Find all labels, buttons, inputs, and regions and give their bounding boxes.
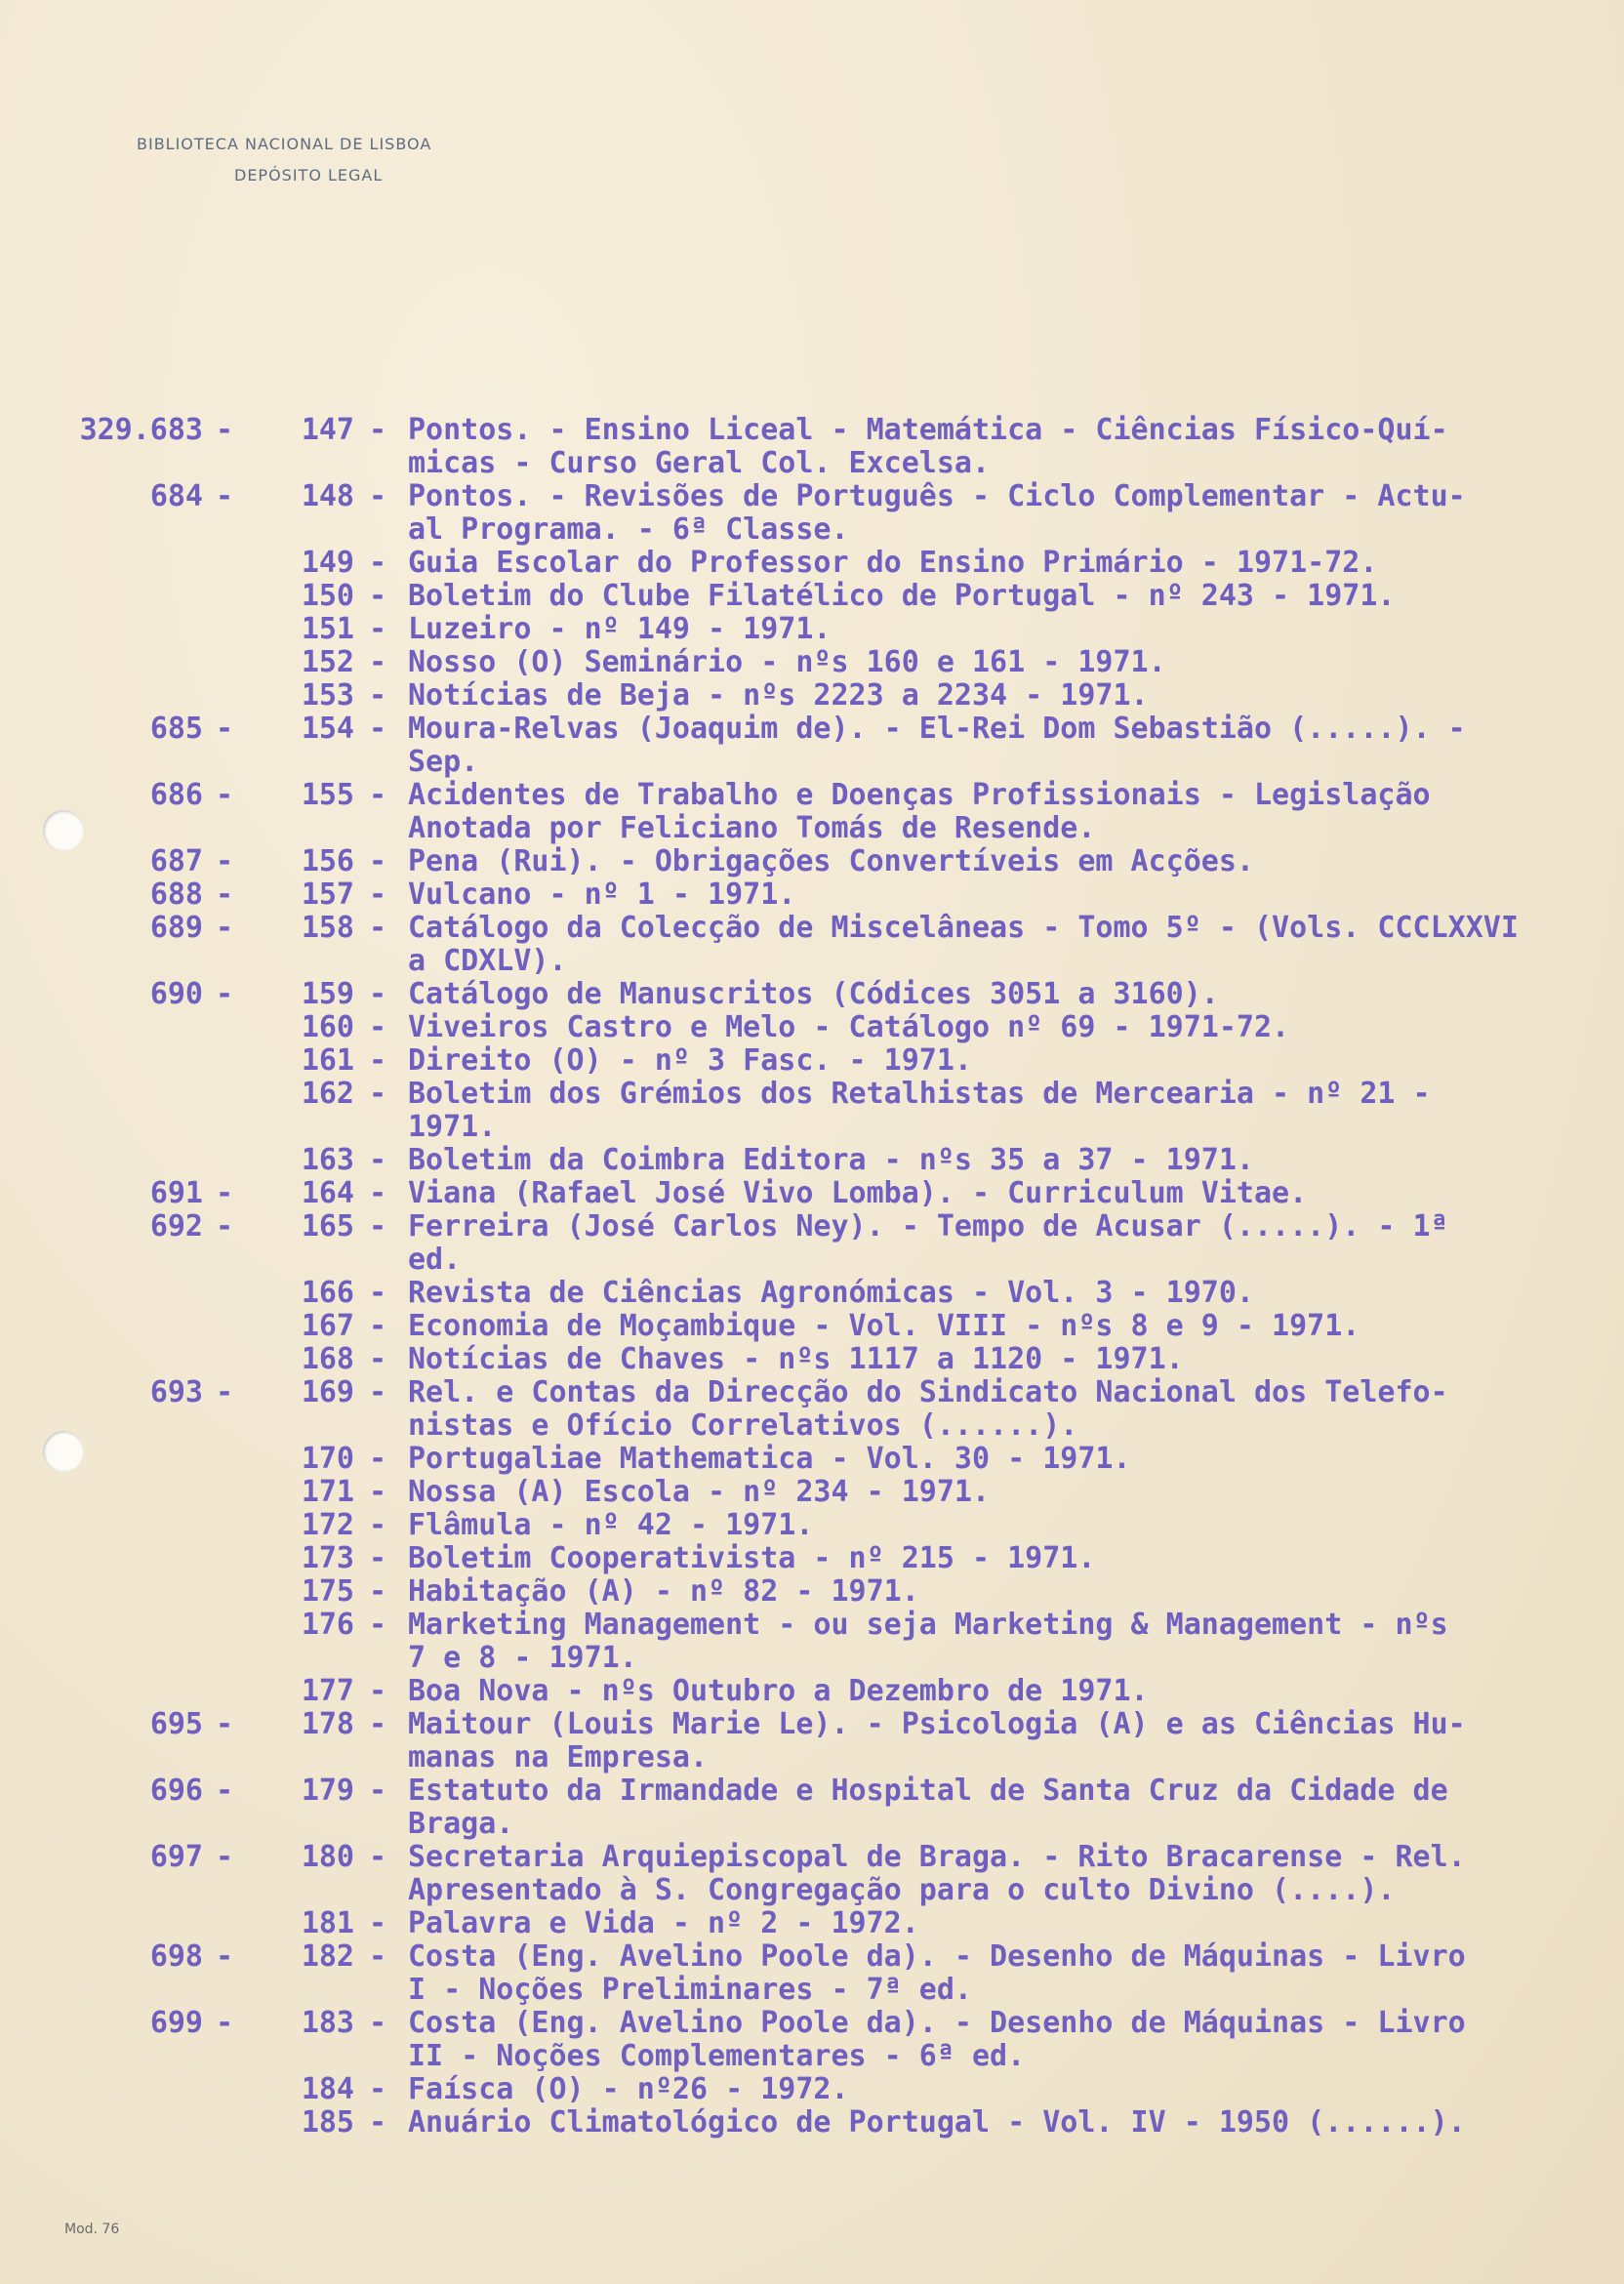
sequence-number: 170	[301, 1442, 354, 1476]
sequence-number: 167	[301, 1309, 354, 1343]
dash-separator: -	[369, 1674, 387, 1708]
entry-line	[57, 878, 1569, 912]
sequence-number: 158	[301, 911, 354, 945]
entry-line	[57, 1244, 1569, 1277]
entry-title: Viana (Rafael José Vivo Lomba). - Curriculum Vitae.	[408, 1176, 1308, 1210]
list-item	[57, 1542, 1569, 1575]
dash-separator: -	[369, 678, 387, 713]
dash-separator: -	[216, 844, 234, 878]
entry-line	[57, 447, 1569, 480]
entry-title: Vulcano - nº 1 - 1971.	[408, 877, 796, 912]
list-item	[57, 679, 1569, 713]
entry-line	[57, 1542, 1569, 1575]
entry-title: Costa (Eng. Avelino Poole da). - Desenho de Máquinas - Livro	[408, 2006, 1466, 2040]
entry-line	[57, 1841, 1569, 1874]
sequence-number: 153	[301, 678, 354, 713]
sequence-number: 161	[301, 1043, 354, 1078]
list-item	[57, 1343, 1569, 1376]
dash-separator: -	[369, 612, 387, 646]
dash-separator: -	[216, 778, 234, 812]
sequence-number: 180	[301, 1840, 354, 1874]
list-item	[57, 2106, 1569, 2140]
entry-line	[57, 1575, 1569, 1609]
list-item	[57, 1907, 1569, 1940]
entry-line	[57, 1310, 1569, 1343]
entry-line	[57, 1476, 1569, 1509]
entry-continuation: Apresentado à S. Congregação para o culto Divino (....).	[408, 1873, 1396, 1907]
dash-separator: -	[369, 1276, 387, 1310]
sequence-number: 150	[301, 579, 354, 613]
header-library-name: BIBLIOTECA NACIONAL DE LISBOA	[137, 135, 432, 153]
entry-line	[57, 414, 1569, 447]
entry-line	[57, 1177, 1569, 1210]
entry-line	[57, 1708, 1569, 1741]
sequence-number: 169	[301, 1375, 354, 1409]
registry-number: 689	[149, 911, 203, 945]
entry-title: Boa Nova - nºs Outubro a Dezembro de 1971.	[408, 1674, 1149, 1708]
dash-separator: -	[216, 977, 234, 1011]
dash-separator: -	[369, 1176, 387, 1210]
entry-line	[57, 480, 1569, 513]
dash-separator: -	[369, 1508, 387, 1542]
entry-title: Luzeiro - nº 149 - 1971.	[408, 612, 832, 646]
sequence-number: 175	[301, 1574, 354, 1609]
dash-separator: -	[216, 1176, 234, 1210]
entry-continuation: 7 e 8 - 1971.	[408, 1641, 637, 1675]
sequence-number: 156	[301, 844, 354, 878]
dash-separator: -	[369, 2105, 387, 2140]
list-item	[57, 779, 1569, 845]
dash-separator: -	[369, 1475, 387, 1509]
entry-title: Economia de Moçambique - Vol. VIII - nºs 8 e 9 - 1971.	[408, 1309, 1360, 1343]
list-item	[57, 1609, 1569, 1675]
list-item	[57, 713, 1569, 779]
list-item	[57, 1675, 1569, 1708]
dash-separator: -	[216, 712, 234, 746]
list-item	[57, 1376, 1569, 1443]
entry-line	[57, 1940, 1569, 1974]
entry-title: Marketing Management - ou seja Marketing & Management - nºs	[408, 1608, 1448, 1642]
entry-title: Catálogo da Colecção de Miscelâneas - Tomo 5º - (Vols. CCCLXXVI	[408, 911, 1519, 945]
sequence-number: 178	[301, 1707, 354, 1741]
entry-title: Pontos. - Ensino Liceal - Matemática - Ciências Físico-Quí-	[408, 413, 1448, 447]
dash-separator: -	[216, 1840, 234, 1874]
entry-title: Boletim da Coimbra Editora - nºs 35 a 37 - 1971.	[408, 1143, 1254, 1177]
sequence-number: 176	[301, 1608, 354, 1642]
list-item	[57, 2073, 1569, 2106]
dash-separator: -	[216, 479, 234, 513]
dash-separator: -	[369, 1375, 387, 1409]
sequence-number: 165	[301, 1209, 354, 1244]
registry-number: 688	[149, 877, 203, 912]
entry-line	[57, 1111, 1569, 1144]
dash-separator: -	[369, 712, 387, 746]
entry-title: Pontos. - Revisões de Português - Ciclo Complementar - Actu-	[408, 479, 1466, 513]
sequence-number: 183	[301, 2006, 354, 2040]
list-item	[57, 2007, 1569, 2073]
registry-number: 699	[149, 2006, 203, 2040]
sequence-number: 162	[301, 1077, 354, 1111]
sequence-number: 173	[301, 1541, 354, 1575]
sequence-number: 163	[301, 1143, 354, 1177]
entry-line	[57, 1210, 1569, 1244]
list-item	[57, 613, 1569, 646]
entry-title: Boletim do Clube Filatélico de Portugal - nº 243 - 1971.	[408, 579, 1396, 613]
entry-line	[57, 845, 1569, 878]
sequence-number: 171	[301, 1475, 354, 1509]
dash-separator: -	[369, 977, 387, 1011]
entry-line	[57, 746, 1569, 779]
list-item	[57, 547, 1569, 580]
dash-separator: -	[216, 2006, 234, 2040]
entry-line	[57, 1376, 1569, 1409]
dash-separator: -	[216, 1939, 234, 1974]
registry-number: 698	[149, 1939, 203, 1974]
entry-title: Anuário Climatológico de Portugal - Vol. IV - 1950 (......).	[408, 2105, 1466, 2140]
entry-line	[57, 1974, 1569, 2007]
sequence-number: 185	[301, 2105, 354, 2140]
list-item	[57, 1011, 1569, 1044]
entry-title: Rel. e Contas da Direcção do Sindicato Nacional dos Telefo-	[408, 1375, 1448, 1409]
list-item	[57, 912, 1569, 978]
sequence-number: 155	[301, 778, 354, 812]
dash-separator: -	[216, 1375, 234, 1409]
entry-title: Maitour (Louis Marie Le). - Psicologia (A) e as Ciências Hu-	[408, 1707, 1466, 1741]
list-item	[57, 480, 1569, 547]
dash-separator: -	[369, 479, 387, 513]
sequence-number: 172	[301, 1508, 354, 1542]
entry-line	[57, 1808, 1569, 1841]
entry-title: Faísca (O) - nº26 - 1972.	[408, 2072, 849, 2106]
list-item	[57, 1476, 1569, 1509]
list-item	[57, 1774, 1569, 1841]
list-item	[57, 1708, 1569, 1774]
entry-title: Revista de Ciências Agronómicas - Vol. 3 - 1970.	[408, 1276, 1254, 1310]
entry-title: Notícias de Beja - nºs 2223 a 2234 - 1971.	[408, 678, 1149, 713]
entry-line	[57, 1011, 1569, 1044]
entry-continuation: Braga.	[408, 1807, 514, 1841]
list-item	[57, 978, 1569, 1011]
entry-line	[57, 2040, 1569, 2073]
entry-line	[57, 1044, 1569, 1078]
sequence-number: 179	[301, 1774, 354, 1808]
entry-line	[57, 812, 1569, 845]
dash-separator: -	[369, 1143, 387, 1177]
sequence-number: 152	[301, 645, 354, 679]
registry-number: 685	[149, 712, 203, 746]
dash-separator: -	[369, 2072, 387, 2106]
dash-separator: -	[369, 1608, 387, 1642]
list-item	[57, 878, 1569, 912]
deposit-entry-list	[57, 414, 1569, 2140]
list-item	[57, 1277, 1569, 1310]
entry-title: Portugaliae Mathematica - Vol. 30 - 1971.	[408, 1442, 1131, 1476]
dash-separator: -	[369, 1574, 387, 1609]
entry-line	[57, 1874, 1569, 1907]
sequence-number: 159	[301, 977, 354, 1011]
dash-separator: -	[369, 1939, 387, 1974]
dash-separator: -	[369, 778, 387, 812]
entry-line	[57, 713, 1569, 746]
sequence-number: 166	[301, 1276, 354, 1310]
entry-line	[57, 1078, 1569, 1111]
registry-number: 692	[149, 1209, 203, 1244]
registry-number: 687	[149, 844, 203, 878]
entry-continuation: manas na Empresa.	[408, 1740, 709, 1774]
list-item	[57, 1310, 1569, 1343]
sequence-number: 151	[301, 612, 354, 646]
list-item	[57, 1575, 1569, 1609]
sequence-number: 184	[301, 2072, 354, 2106]
entry-continuation: Anotada por Feliciano Tomás de Resende.	[408, 811, 1096, 845]
entry-line	[57, 1642, 1569, 1675]
list-item	[57, 580, 1569, 613]
list-item	[57, 1841, 1569, 1907]
sequence-number: 168	[301, 1342, 354, 1376]
sequence-number: 149	[301, 546, 354, 580]
entry-continuation: I - Noções Preliminares - 7ª ed.	[408, 1973, 972, 2007]
list-item	[57, 845, 1569, 878]
entry-line	[57, 679, 1569, 713]
entry-title: Viveiros Castro e Melo - Catálogo nº 69 - 1971-72.	[408, 1010, 1290, 1044]
entry-line	[57, 1741, 1569, 1774]
entry-line	[57, 1144, 1569, 1177]
dash-separator: -	[369, 1840, 387, 1874]
entry-title: Catálogo de Manuscritos (Códices 3051 a 3160).	[408, 977, 1219, 1011]
dash-separator: -	[369, 413, 387, 447]
entry-continuation: a CDXLV).	[408, 944, 567, 978]
sequence-number: 164	[301, 1176, 354, 1210]
dash-separator: -	[369, 2006, 387, 2040]
dash-separator: -	[369, 1774, 387, 1808]
entry-title: Direito (O) - nº 3 Fasc. - 1971.	[408, 1043, 972, 1078]
list-item	[57, 1177, 1569, 1210]
registry-number: 691	[149, 1176, 203, 1210]
registry-number: 684	[149, 479, 203, 513]
sequence-number: 147	[301, 413, 354, 447]
dash-separator: -	[369, 1077, 387, 1111]
entry-continuation: ed.	[408, 1243, 462, 1277]
entry-title: Guia Escolar do Professor do Ensino Primário - 1971-72.	[408, 546, 1378, 580]
entry-title: Ferreira (José Carlos Ney). - Tempo de Acusar (.....). - 1ª	[408, 1209, 1448, 1244]
entry-title: Moura-Relvas (Joaquim de). - El-Rei Dom Sebastião (.....). -	[408, 712, 1466, 746]
entry-line	[57, 1774, 1569, 1808]
entry-title: Palavra e Vida - nº 2 - 1972.	[408, 1906, 919, 1940]
entry-line	[57, 547, 1569, 580]
dash-separator: -	[369, 1209, 387, 1244]
entry-continuation: 1971.	[408, 1110, 497, 1144]
dash-separator: -	[216, 1707, 234, 1741]
entry-line	[57, 1907, 1569, 1940]
list-item	[57, 1443, 1569, 1476]
sequence-number: 177	[301, 1674, 354, 1708]
registry-number: 329.683	[79, 413, 203, 447]
dash-separator: -	[369, 1906, 387, 1940]
entry-continuation: micas - Curso Geral Col. Excelsa.	[408, 446, 991, 480]
registry-number: 690	[149, 977, 203, 1011]
sequence-number: 181	[301, 1906, 354, 1940]
dash-separator: -	[216, 413, 234, 447]
entry-title: Notícias de Chaves - nºs 1117 a 1120 - 1971.	[408, 1342, 1184, 1376]
entry-line	[57, 912, 1569, 945]
entry-title: Flâmula - nº 42 - 1971.	[408, 1508, 814, 1542]
list-item	[57, 1078, 1569, 1144]
sequence-number: 157	[301, 877, 354, 912]
dash-separator: -	[369, 877, 387, 912]
entry-title: Secretaria Arquiepiscopal de Braga. - Rito Bracarense - Rel.	[408, 1840, 1466, 1874]
entry-line	[57, 945, 1569, 978]
entry-line	[57, 779, 1569, 812]
entry-line	[57, 978, 1569, 1011]
dash-separator: -	[369, 1342, 387, 1376]
dash-separator: -	[369, 1541, 387, 1575]
entry-title: Costa (Eng. Avelino Poole da). - Desenho de Máquinas - Livro	[408, 1939, 1466, 1974]
dash-separator: -	[369, 1707, 387, 1741]
list-item	[57, 1940, 1569, 2007]
entry-title: Boletim dos Grémios dos Retalhistas de Mercearia - nº 21 -	[408, 1077, 1431, 1111]
form-model-number: Mod. 76	[64, 2222, 120, 2237]
entry-continuation: Sep.	[408, 745, 479, 779]
entry-line	[57, 1409, 1569, 1443]
dash-separator: -	[369, 1010, 387, 1044]
list-item	[57, 646, 1569, 679]
entry-title: Acidentes de Trabalho e Doenças Profissionais - Legislação	[408, 778, 1431, 812]
dash-separator: -	[369, 1043, 387, 1078]
entry-line	[57, 613, 1569, 646]
entry-line	[57, 513, 1569, 547]
list-item	[57, 1044, 1569, 1078]
entry-continuation: nistas e Ofício Correlativos (......).	[408, 1408, 1078, 1443]
entry-continuation: al Programa. - 6ª Classe.	[408, 512, 849, 547]
entry-line	[57, 1609, 1569, 1642]
header-department: DEPÓSITO LEGAL	[234, 166, 384, 184]
sequence-number: 148	[301, 479, 354, 513]
dash-separator: -	[369, 645, 387, 679]
dash-separator: -	[216, 1209, 234, 1244]
dash-separator: -	[369, 579, 387, 613]
dash-separator: -	[369, 844, 387, 878]
dash-separator: -	[369, 546, 387, 580]
entry-line	[57, 1443, 1569, 1476]
entry-title: Nossa (A) Escola - nº 234 - 1971.	[408, 1475, 991, 1509]
list-item	[57, 1509, 1569, 1542]
entry-line	[57, 2106, 1569, 2140]
entry-title: Pena (Rui). - Obrigações Convertíveis em Acções.	[408, 844, 1254, 878]
entry-line	[57, 1509, 1569, 1542]
dash-separator: -	[369, 911, 387, 945]
entry-title: Estatuto da Irmandade e Hospital de Santa Cruz da Cidade de	[408, 1774, 1448, 1808]
entry-line	[57, 2073, 1569, 2106]
registry-number: 693	[149, 1375, 203, 1409]
entry-title: Boletim Cooperativista - nº 215 - 1971.	[408, 1541, 1096, 1575]
entry-title: Nosso (O) Seminário - nºs 160 e 161 - 1971.	[408, 645, 1166, 679]
registry-number: 697	[149, 1840, 203, 1874]
entry-line	[57, 1277, 1569, 1310]
dash-separator: -	[216, 1774, 234, 1808]
list-item	[57, 1210, 1569, 1277]
sequence-number: 182	[301, 1939, 354, 1974]
dash-separator: -	[216, 877, 234, 912]
entry-line	[57, 2007, 1569, 2040]
dash-separator: -	[369, 1309, 387, 1343]
entry-line	[57, 1343, 1569, 1376]
list-item	[57, 1144, 1569, 1177]
entry-line	[57, 580, 1569, 613]
dash-separator: -	[369, 1442, 387, 1476]
entry-line	[57, 1675, 1569, 1708]
list-item	[57, 414, 1569, 480]
registry-number: 696	[149, 1774, 203, 1808]
sequence-number: 154	[301, 712, 354, 746]
sequence-number: 160	[301, 1010, 354, 1044]
registry-number: 695	[149, 1707, 203, 1741]
entry-line	[57, 646, 1569, 679]
entry-continuation: II - Noções Complementares - 6ª ed.	[408, 2039, 1026, 2073]
entry-title: Habitação (A) - nº 82 - 1971.	[408, 1574, 919, 1609]
registry-number: 686	[149, 778, 203, 812]
dash-separator: -	[216, 911, 234, 945]
